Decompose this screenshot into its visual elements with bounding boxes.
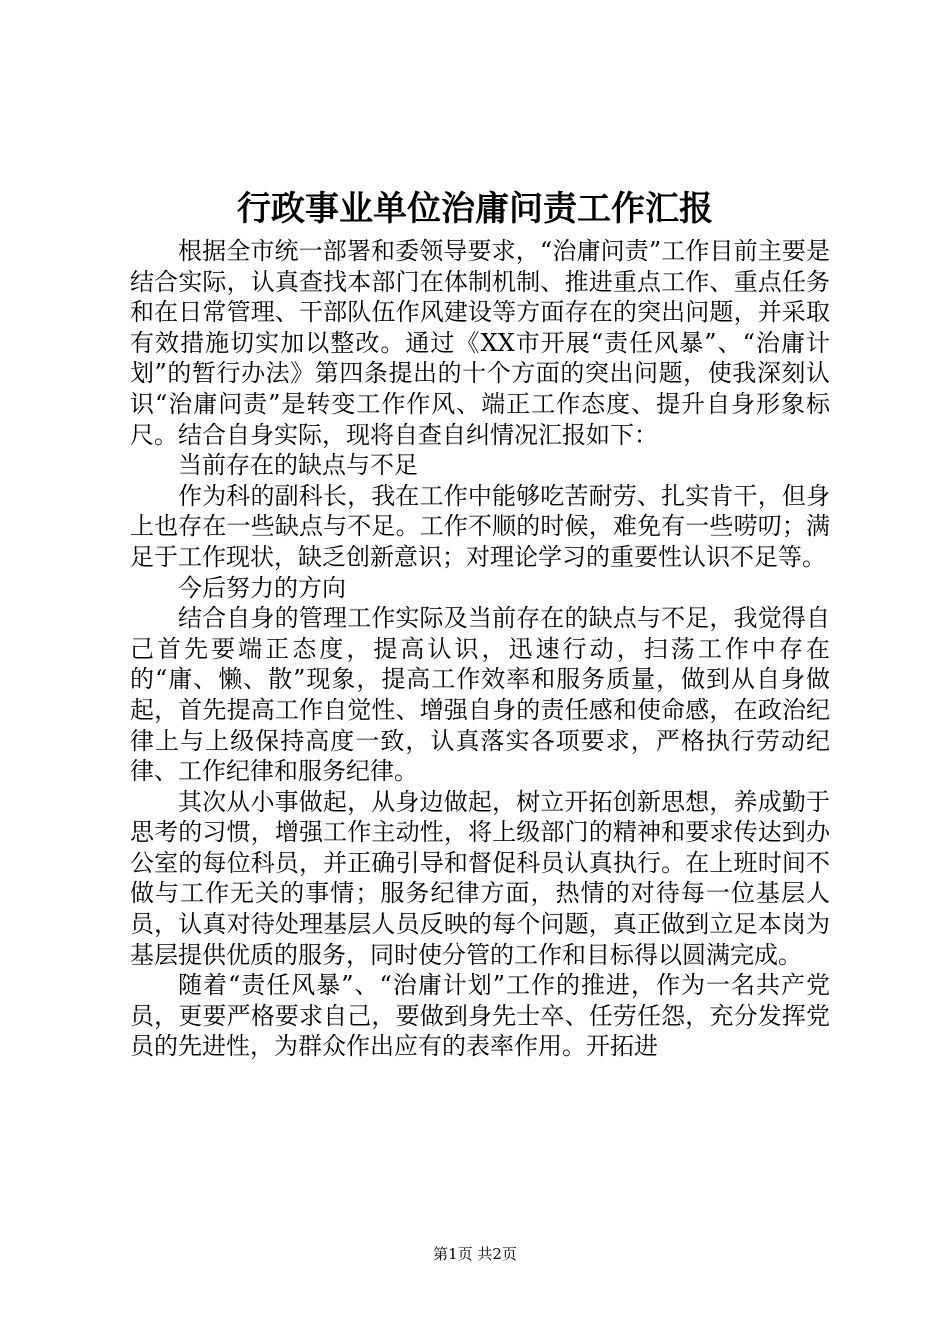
paragraph-direction-2: 其次从小事做起，从身边做起，树立开拓创新思想，养成勤于思考的习惯，增强工作主动性，将上级部门的精神和要求传达到办公室的每位科员，并正确引导和督促科员认真执行。在上班时间不做与工作无关的事情；服务纪律方面，热情的对待每一位基层人员，认真对待处理基层人员反映的每个问题，真正做到立足本岗为基层提供优质的服务，同时使分管的工作和目标得以圆满完成。 — [130, 787, 830, 969]
paragraph-shortcomings: 作为科的副科长，我在工作中能够吃苦耐劳、扎实肯干，但身上也存在一些缺点与不足。工作不顺的时候，难免有一些唠叨；满足于工作现状，缺乏创新意识；对理论学习的重要性认识不足等。 — [130, 481, 830, 571]
document-body — [130, 236, 830, 1062]
section-heading-direction: 今后努力的方向 — [178, 573, 346, 602]
paragraph-intro: 根据全市统一部署和委领导要求，“治庸问责”工作目前主要是结合实际，认真查找本部门在体制机制、推进重点工作、重点任务和在日常管理、干部队伍作风建设等方面存在的突出问题，并采取有效措施切实加以整改。通过《XX市开展“责任风暴”、“治庸计划”的暂行办法》第四条提出的十个方面的突出问题，使我深刻认识“治庸问责”是转变工作作风、端正工作态度、提升自身形象标尺。结合自身实际，现将自查自纠情况汇报如下： — [130, 237, 830, 449]
page-number-footer: 第1页 共2页 — [433, 1245, 517, 1263]
section-heading-shortcomings: 当前存在的缺点与不足 — [178, 451, 418, 480]
paragraph-direction-3: 随着“责任风暴”、“治庸计划”工作的推进，作为一名共产党员，更要严格要求自己，要做到身先士卒、任劳任怨，充分发挥党员的先进性，为群众作出应有的表率作用。开拓进 — [130, 971, 830, 1061]
page-title: 行政事业单位治庸问责工作汇报 — [237, 189, 713, 229]
paragraph-direction-1: 结合自身的管理工作实际及当前存在的缺点与不足，我觉得自己首先要端正态度，提高认识，迅速行动，扫荡工作中存在的“庸、懒、散”现象，提高工作效率和服务质量，做到从自身做起，首先提高工作自觉性、增强自身的责任感和使命感，在政治纪律上与上级保持高度一致，认真落实各项要求，严格执行劳动纪律、工作纪律和服务纪律。 — [130, 604, 830, 786]
